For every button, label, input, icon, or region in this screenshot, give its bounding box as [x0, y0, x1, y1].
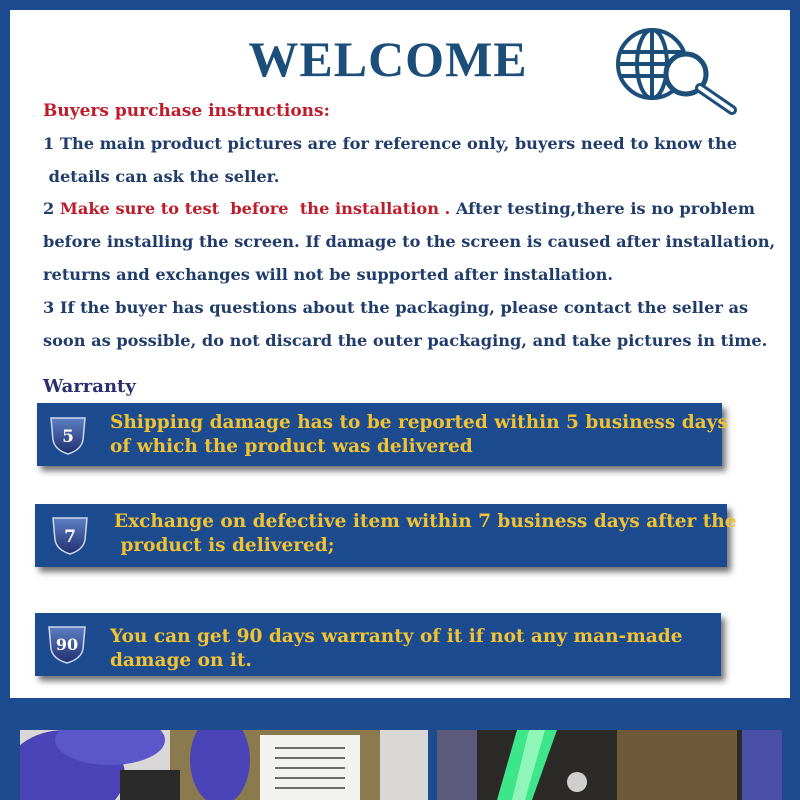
instruction-1-line-2: details can ask the seller. — [43, 166, 280, 186]
instruction-3-line-1: 3 If the buyer has questions about the packaging, please contact the seller as — [43, 297, 749, 317]
warranty-badge-number: 5 — [62, 427, 74, 447]
instruction-2-line-2: before installing the screen. If damage to the screen is caused after installation, — [43, 232, 776, 252]
warranty-banner-7-days — [35, 504, 737, 567]
instruction-2-rest: After testing,there is no problem — [450, 199, 755, 219]
warranty-text-line-2: of which the product was delivered — [110, 436, 473, 457]
shield-badge-icon — [49, 514, 91, 556]
instruction-2-number: 2 — [43, 199, 60, 219]
warranty-banner-90-days — [35, 613, 721, 676]
instruction-3-line-2: soon as possible, do not discard the outer packaging, and take pictures in time. — [43, 330, 768, 350]
instruction-2-line-3: returns and exchanges will not be supported after installation. — [43, 264, 614, 284]
warranty-badge-number: 7 — [64, 527, 76, 547]
instruction-1-line-1: 1 The main product pictures are for reference only, buyers need to know the — [43, 133, 738, 153]
instruction-2-line-1 — [43, 193, 783, 226]
instructions-panel — [10, 10, 790, 698]
warranty-text-line-2: product is delivered; — [114, 535, 335, 556]
instruction-2-warning: Make sure to test before the installation . — [59, 199, 451, 219]
shield-badge-icon — [47, 414, 89, 456]
instructions-heading: Buyers purchase instructions: — [43, 101, 330, 121]
warranty-heading: Warranty — [43, 376, 136, 397]
purchase-instructions — [43, 95, 783, 357]
warranty-text-line-1: Shipping damage has to be reported within 5 business days — [110, 412, 728, 433]
page-title: WELCOME — [248, 31, 528, 87]
warranty-text-line-1: You can get 90 days warranty of it if not any man-made — [110, 626, 683, 647]
warranty-banner-5-days — [37, 403, 728, 466]
warranty-badge-number: 90 — [55, 635, 79, 654]
shield-badge-icon — [45, 623, 89, 665]
warranty-text-line-2: damage on it. — [110, 650, 252, 671]
phone-back-housing-photo — [437, 730, 782, 800]
warranty-text-line-1: Exchange on defective item within 7 business days after the — [114, 511, 737, 532]
phone-battery-repair-photo — [20, 730, 428, 800]
